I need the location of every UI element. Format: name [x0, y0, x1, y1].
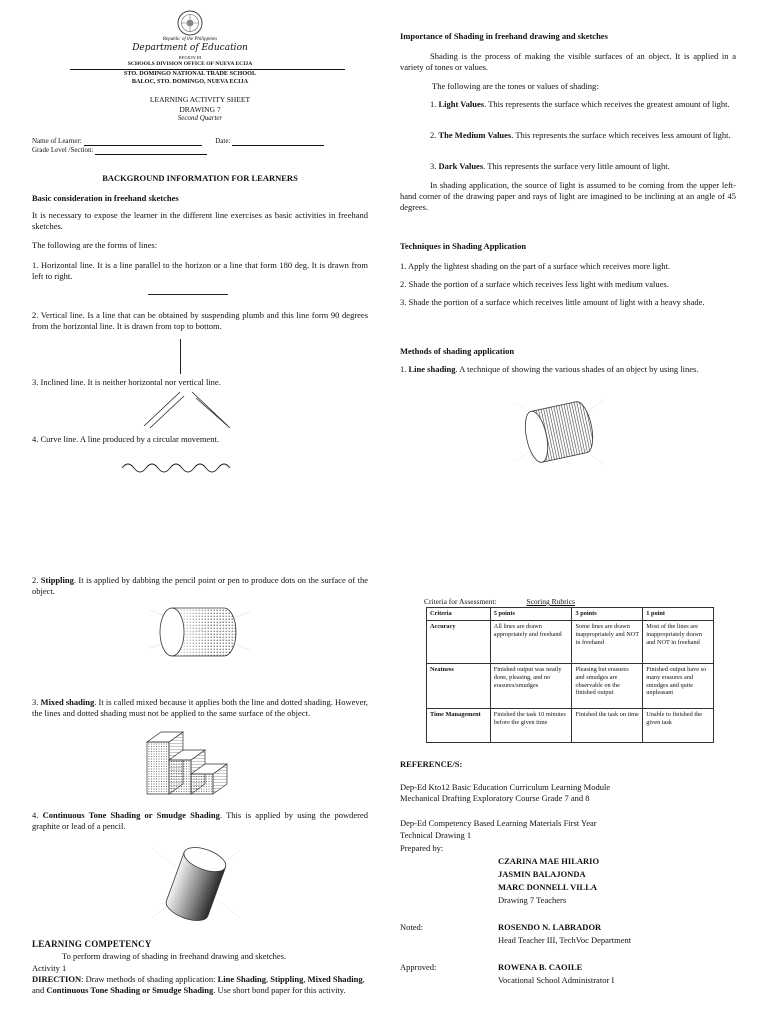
technique-3: 3. Shade the portion of a surface which receives little amount of light with a heavy shade.: [400, 297, 705, 307]
rubric-criterion: Accuracy: [427, 620, 491, 663]
rubric-header-row: [427, 608, 714, 621]
preparers-role: Drawing 7 Teachers: [498, 894, 567, 905]
mixed-shading-blocks-image: [143, 728, 238, 800]
approved-label: Approved:: [400, 962, 437, 972]
region-line: REGION III: [178, 54, 202, 60]
stippling-text: 2. Stippling. It is applied by dabbing the pencil point or pen to produce dots on the surface of the object.: [32, 575, 368, 596]
school-name: STO. DOMINGO NATIONAL TRADE SCHOOL: [123, 69, 257, 77]
date-label: Date:: [215, 137, 231, 145]
rubric-criterion: Time Management: [427, 708, 491, 742]
grade-label: Grade Level /Section:: [32, 145, 94, 154]
curve-line-text: 4. Curve line. A line produced by a circular movement.: [32, 434, 219, 444]
quarter: Second Quarter: [177, 114, 223, 123]
rubric-header: 5 points: [490, 608, 572, 621]
rubric-cell: Finished output have so many erasures and smudges and quite unpleasant: [643, 663, 714, 708]
rubric-row: [427, 708, 714, 742]
noted-label: Noted:: [400, 922, 424, 932]
background-title: BACKGROUND INFORMATION FOR LEARNERS: [102, 173, 298, 183]
rubric-cell: All lines are drawn appropriately and freehand: [490, 620, 572, 663]
rubric-cell: Finished the task on time: [572, 708, 643, 742]
deped-seal-icon: [177, 10, 203, 36]
inclined-line-sample: [140, 388, 240, 430]
basic-intro: It is necessary to expose the learner in the different line exercises as basic activities in freehand sketches.: [32, 210, 368, 231]
rubric-cell: Finished output was neatly done, pleasing, and no erasures/smudges: [490, 663, 572, 708]
methods-title: Methods of shading application: [400, 346, 515, 356]
rubric-cell: Pleasing but erasures and smudges are observable on the finished output: [572, 663, 643, 708]
dark-values: 3. Dark Values. This represents the surface very little amount of light.: [430, 161, 670, 171]
smudge-cylinder-image: [152, 838, 240, 930]
techniques-title: Techniques in Shading Application: [400, 241, 527, 251]
department-name: Department of Education: [132, 43, 248, 54]
activity-label: Activity 1: [32, 963, 67, 973]
technique-2: 2. Shade the portion of a surface which receives less light with medium values.: [400, 279, 669, 289]
reference-2a: Dep-Ed Competency Based Learning Materials First Year: [400, 818, 597, 828]
subject: DRAWING 7: [179, 104, 221, 114]
rubric-row: [427, 663, 714, 708]
rubric-table: [426, 607, 714, 743]
name-label: Name of Learner:: [32, 137, 82, 145]
preparer-name: CZARINA MAE HILARIO: [498, 856, 600, 866]
horizontal-line-sample: [148, 294, 228, 295]
criteria-title: Criteria for Assessment:: [424, 597, 497, 606]
light-values: 1. Light Values. This represents the surface which receives the greatest amount of light.: [430, 99, 730, 109]
continuous-shading-text: 4. Continuous Tone Shading or Smudge Shading. This is applied by using the powdered graphite or lead of a pencil.: [32, 810, 369, 831]
importance-p1: Shading is the process of making the visible surfaces of an object. It is applied in a variety of tones or values.: [400, 51, 736, 72]
date-field[interactable]: [232, 138, 324, 146]
horizontal-line-text: 1. Horizontal line. It is a line parallel to the horizon or a line that form 180 deg. It is drawn from left to right.: [32, 260, 368, 281]
division-line: SCHOOLS DIVISION OFFICE OF NUEVA ECIJA: [127, 60, 253, 67]
prepared-by-label: Prepared by:: [400, 843, 444, 853]
noted-role: Head Teacher III, TechVoc Department: [498, 934, 632, 945]
rubric-row: [427, 620, 714, 663]
rubrics-title: Scoring Rubrics: [526, 597, 575, 606]
medium-values: 2. The Medium Values. This represents the surface which receives less amount of light.: [430, 130, 731, 140]
republic-line: Republic of the Philippines: [162, 37, 218, 42]
rubric-header: Criteria: [427, 608, 491, 621]
mixed-shading-text: 3. Mixed shading. It is called mixed because it applies both the line and dotted shading. However, the lines and dotted shading must not be applied to the same surface of the object.: [32, 697, 368, 718]
line-shading-cylinder-image: [514, 392, 604, 472]
rubric-cell: Unable to finished the given task: [643, 708, 714, 742]
importance-title: Importance of Shading in freehand drawing and sketches: [400, 31, 608, 41]
criteria-heading: [424, 597, 575, 607]
noted-block: [498, 922, 631, 946]
rubric-header: 3 points: [572, 608, 643, 621]
preparer-name: JASMIN BALAJONDA: [498, 868, 586, 879]
name-field[interactable]: [84, 138, 202, 146]
rubric-cell: Some lines are drawn inappropriately and NOT in freehand: [572, 620, 643, 663]
forms-intro: The following are the forms of lines:: [32, 240, 158, 250]
direction-text: DIRECTION: Draw methods of shading application: Line Shading, Stippling, Mixed Shading, and Continuous Tone Shading or Smudge Shading. Use short bond paper for this activity.: [32, 974, 365, 995]
learner-info: [32, 137, 372, 155]
sheet-title: LEARNING ACTIVITY SHEET: [149, 95, 251, 104]
importance-p2: The following are the tones or values of shading:: [432, 81, 599, 91]
inclined-line-text: 3. Inclined line. It is neither horizontal nor vertical line.: [32, 377, 221, 387]
approved-block: [498, 962, 614, 986]
grade-field[interactable]: [95, 147, 207, 155]
letterhead: [60, 10, 320, 86]
rubric-cell: Finished the task 10 minutes before the given time: [490, 708, 572, 742]
line-shading-text: 1. Line shading. A technique of showing the various shades of an object by using lines.: [400, 364, 699, 374]
reference-2b: Technical Drawing 1: [400, 830, 472, 840]
reference-1a: Dep-Ed Kto12 Basic Education Curriculum Learning Module: [400, 782, 611, 792]
stippling-cylinder-image: [150, 600, 250, 660]
shading-source-text: In shading application, the source of light is assumed to be coming from the upper left-hand corner of the drawing paper and rays of light are imagined to be inclining at an angle of 45 degrees.: [400, 180, 736, 212]
reference-1b: Mechanical Drafting Exploratory Course Grade 7 and 8: [400, 793, 590, 803]
rubric-cell: Most of the lines are inappropriately drawn and NOT in freehand: [643, 620, 714, 663]
approved-role: Vocational School Administrator I: [498, 974, 615, 985]
competency-text: To perform drawing of shading in freehand drawing and sketches.: [62, 951, 287, 961]
sheet-title-block: [60, 95, 340, 123]
basic-title: Basic consideration in freehand sketches: [32, 193, 179, 203]
noted-name: ROSENDO N. LABRADOR: [498, 922, 602, 932]
approved-name: ROWENA B. CAOILE: [498, 962, 583, 972]
vertical-line-text: 2. Vertical line. Is a line that can be obtained by suspending plumb and this line form 90 degrees from the horizontal line. It is drawn from top to bottom.: [32, 310, 368, 331]
technique-1: 1. Apply the lightest shading on the part of a surface which receives more light.: [400, 261, 671, 271]
vertical-line-sample: [180, 339, 181, 374]
rubric-criterion: Neatness: [427, 663, 491, 708]
school-address: BALOC, STO. DOMINGO, NUEVA ECIJA: [131, 77, 249, 85]
rubric-header: 1 point: [643, 608, 714, 621]
references-title: REFERENCE/S:: [400, 759, 463, 769]
preparers-block: [498, 856, 599, 906]
competency-title: LEARNING COMPETENCY: [32, 939, 152, 949]
curve-line-sample: [120, 460, 240, 474]
preparer-name: MARC DONNELL VILLA: [498, 881, 598, 892]
